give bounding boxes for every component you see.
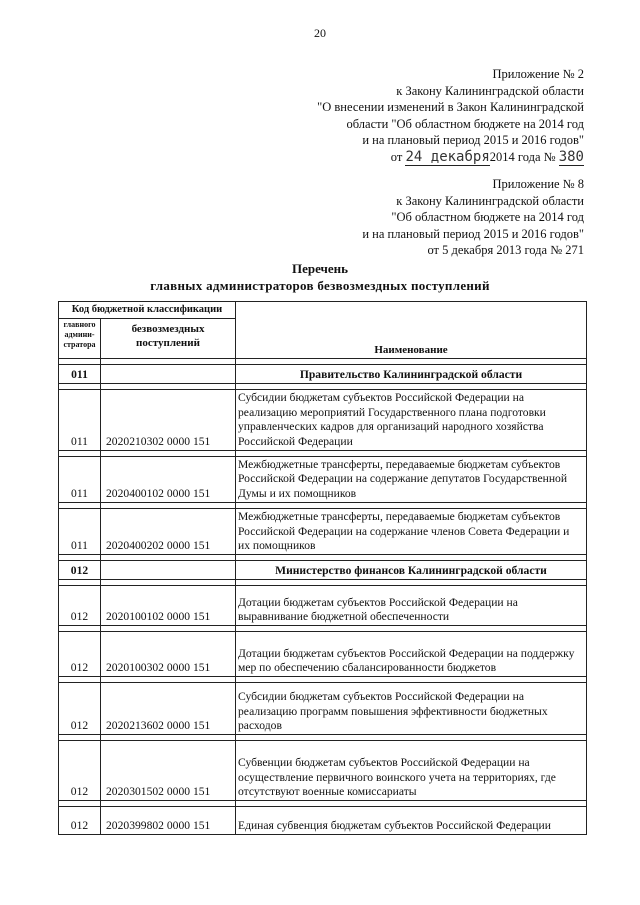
admin-code-cell: 012 [59,561,101,580]
handwritten-number: 380 [558,148,584,165]
item-name-cell: Дотации бюджетам субъектов Российской Федерации на выравнивание бюджетной обеспеченности [236,586,587,626]
receipt-code-cell: 2020210302 0000 151 [101,390,236,451]
table-row [59,807,587,835]
table-row [59,632,587,677]
admin-name-cell: Правительство Калининградской области [236,365,587,384]
receipt-code-cell: 2020100302 0000 151 [101,632,236,677]
admin-code-cell: 011 [59,509,101,555]
appendix-8-line: и на плановый период 2015 и 2016 годов" [362,226,584,241]
appendix-8-line: от 5 декабря 2013 года № 271 [427,243,584,257]
administrator-row [59,365,587,384]
admin-code-cell: 011 [59,457,101,503]
appendix-2-block [317,66,584,165]
document-title: Перечень [291,261,349,276]
item-name-cell: Субвенции бюджетам субъектов Российской Федерации на осуществление первичного воинского учета на территориях, где отсутствуют военные комиссариаты [236,741,587,801]
receipt-code-cell: 2020301502 0000 151 [101,741,236,801]
item-name-cell: Межбюджетные трансферты, передаваемые бюджетам субъектов Российской Федерации на содержание депутатов Государственной Думы и их помощников [236,457,587,503]
table-row [59,390,587,451]
appendix-2-date [317,149,584,166]
table-row [59,457,587,503]
page-number: 20 [314,26,326,40]
appendix-2-line: "О внесении изменений в Закон Калининградской [317,100,584,114]
receipt-code-cell: 2020400102 0000 151 [101,457,236,503]
date-prefix: от [390,149,403,164]
admin-code-cell: 012 [59,683,101,735]
admin-code-cell: 011 [59,390,101,451]
document-subtitle: главных администраторов безвозмездных поступлений [150,278,490,293]
appendix-2-line: Приложение № 2 [492,67,584,81]
appendix-8-line: Приложение № 8 [492,177,584,191]
item-name-cell: Единая субвенция бюджетам субъектов Российской Федерации [236,807,587,835]
admin-code-cell: 012 [59,586,101,626]
receipt-code-cell: 2020213602 0000 151 [101,683,236,735]
table-row [59,741,587,801]
table-row [59,683,587,735]
administrators-table [58,301,587,835]
item-name-cell: Субсидии бюджетам субъектов Российской Федерации на реализацию программ повышения эффективности бюджетных расходов [236,683,587,735]
admin-code-cell: 011 [59,365,101,384]
header-code-group: Код бюджетной классификации [59,302,236,319]
appendix-8-block [362,176,584,259]
item-name-cell: Дотации бюджетам субъектов Российской Федерации на поддержку мер по обеспечению сбалансированности бюджетов [236,632,587,677]
receipt-code-cell [101,561,236,580]
appendix-2-line: и на плановый период 2015 и 2016 годов" [362,133,584,147]
admin-code-cell: 012 [59,807,101,835]
administrator-row [59,561,587,580]
date-suffix: 2014 года № [489,149,556,164]
appendix-2-line: области "Об областном бюджете на 2014 год [346,116,584,131]
handwritten-date: 24 декабря [405,148,490,165]
receipt-code-cell: 2020400202 0000 151 [101,509,236,555]
appendix-2-line: к Закону Калининградской области [396,83,584,98]
appendix-8-line: "Об областном бюджете на 2014 год [391,210,584,224]
header-admin-code: главного админи-стратора [59,319,101,359]
table-row [59,586,587,626]
item-name-cell: Субсидии бюджетам субъектов Российской Федерации на реализацию мероприятий Государственного плана подготовки управленческих кадров для организаций народного хозяйства Российской Федерации [236,390,587,451]
receipt-code-cell: 2020100102 0000 151 [101,586,236,626]
header-name: Наименование [236,302,587,359]
receipt-code-cell [101,365,236,384]
receipt-code-cell: 2020399802 0000 151 [101,807,236,835]
admin-code-cell: 012 [59,632,101,677]
admin-code-cell: 012 [59,741,101,801]
table-row [59,509,587,555]
appendix-8-line: к Закону Калининградской области [396,193,584,208]
header-receipt-code: безвозмездных поступлений [101,319,236,359]
item-name-cell: Межбюджетные трансферты, передаваемые бюджетам субъектов Российской Федерации на содержание членов Совета Федерации и их помощников [236,509,587,555]
admin-name-cell: Министерство финансов Калининградской области [236,561,587,580]
